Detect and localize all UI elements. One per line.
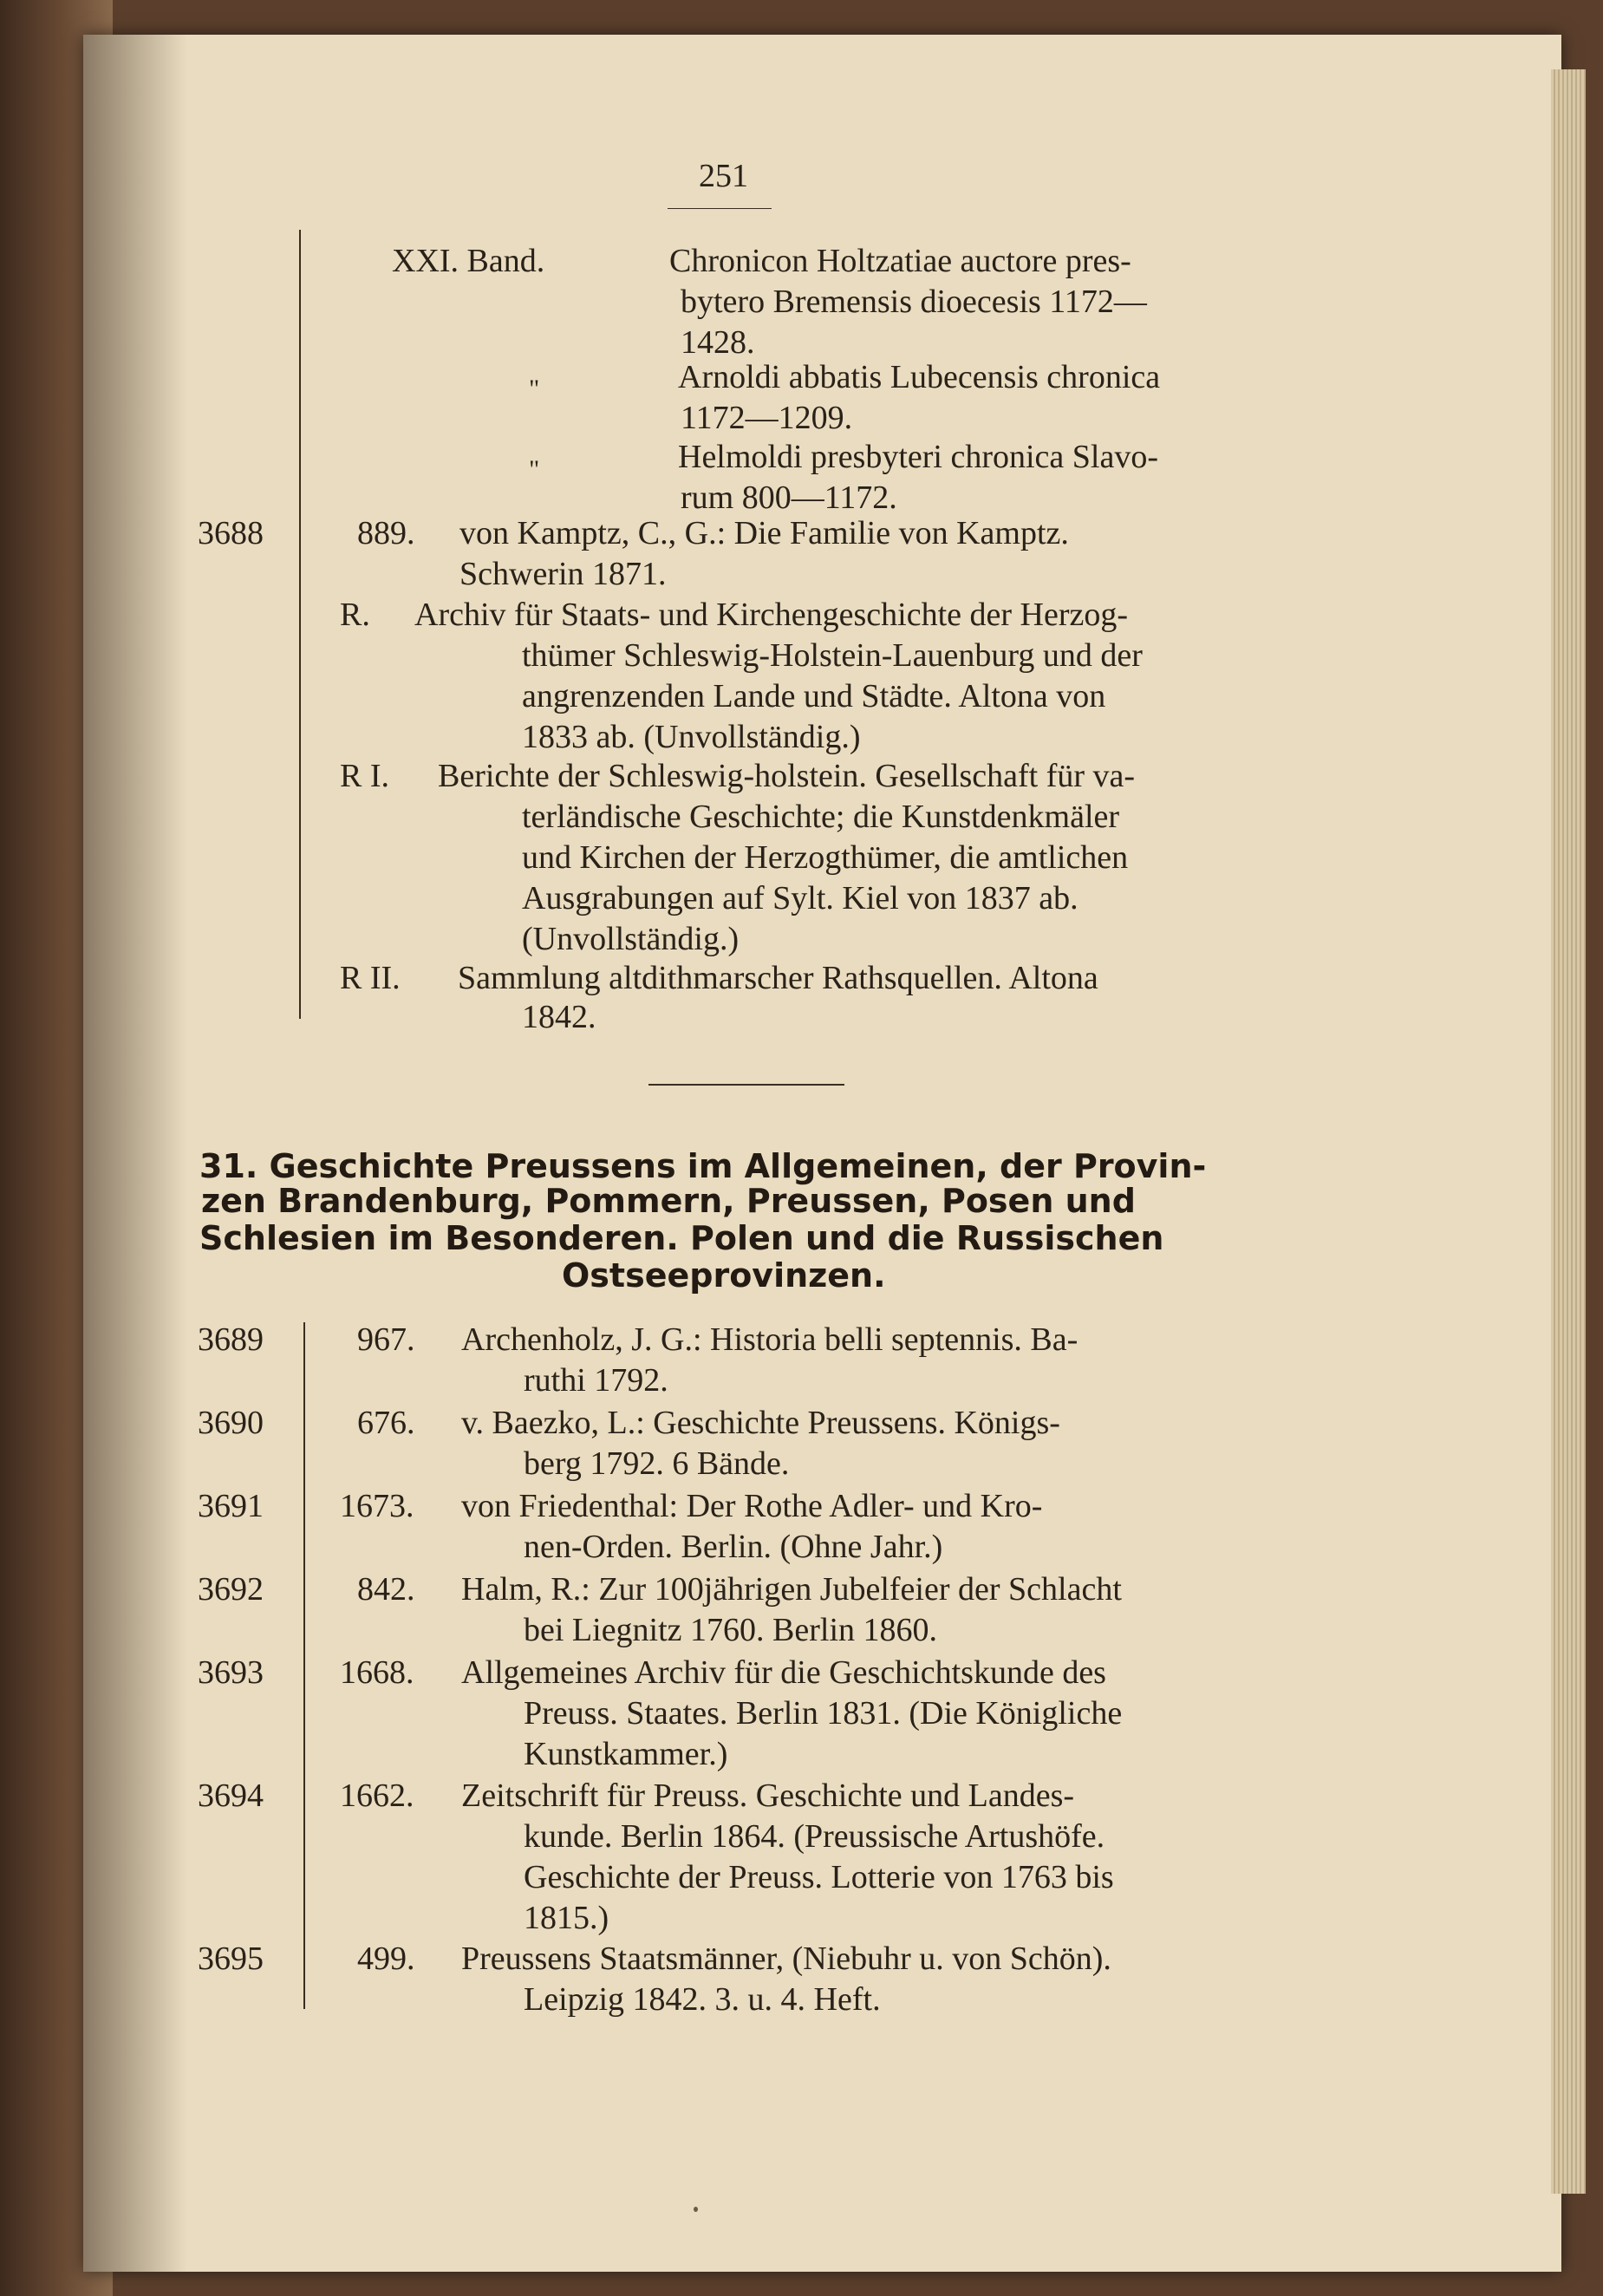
entry-3694-line1: Zeitschrift für Preuss. Geschichte und Landes- — [461, 1777, 1075, 1814]
arnoldi-line2: 1172—1209. — [681, 400, 853, 436]
entry-3694-number: 3694 — [198, 1777, 264, 1814]
sub-entry-r-line4: 1833 ab. (Unvollständig.) — [522, 719, 861, 755]
section-heading-line1: 31. Geschichte Preussens im Allgemeinen, der Provin- — [199, 1147, 1207, 1185]
arnoldi-line1: Arnoldi abbatis Lubecensis chronica — [678, 359, 1161, 395]
entry-3688-line1: von Kamptz, C., G.: Die Familie von Kamptz. — [459, 515, 1069, 551]
entry-3694-ref: 1662. — [340, 1777, 414, 1814]
entry-3689-ref: 967. — [357, 1321, 415, 1358]
entry-3694-line2: kunde. Berlin 1864. (Preussische Artushöfe. — [524, 1818, 1105, 1855]
entry-3689-line1: Archenholz, J. G.: Historia belli septennis. Ba- — [461, 1321, 1078, 1358]
entry-3694-line4: 1815.) — [524, 1900, 609, 1936]
entry-3693-line3: Kunstkammer.) — [524, 1736, 728, 1772]
entry-3695-line1: Preussens Staatsmänner, (Niebuhr u. von Schön). — [461, 1941, 1111, 1977]
page-number-rule — [668, 208, 772, 209]
entry-3690-ref: 676. — [357, 1405, 415, 1441]
chronicon-line1: Chronicon Holtzatiae auctore pres- — [669, 243, 1131, 279]
sub-entry-r-line1: Archiv für Staats- und Kirchengeschichte der Herzog- — [414, 597, 1129, 633]
paper-speck — [694, 2207, 698, 2212]
band-label: XXI. Band. — [392, 243, 545, 279]
column-rule-bottom — [303, 1322, 305, 2009]
entry-3691-ref: 1673. — [340, 1488, 414, 1524]
entry-3688-line2: Schwerin 1871. — [459, 556, 667, 592]
entry-3688-number: 3688 — [198, 515, 264, 551]
sub-entry-r1-line5: (Unvollständig.) — [522, 921, 740, 957]
entry-3690-number: 3690 — [198, 1405, 264, 1441]
sub-entry-r2-line1: Sammlung altdithmarscher Rathsquellen. Altona — [458, 960, 1098, 996]
page-number: 251 — [699, 158, 748, 194]
entry-3692-ref: 842. — [357, 1571, 415, 1608]
entry-3695-ref: 499. — [357, 1941, 415, 1977]
helmoldi-line1: Helmoldi presbyteri chronica Slavo- — [678, 439, 1159, 475]
entry-3692-number: 3692 — [198, 1571, 264, 1608]
entry-3695-number: 3695 — [198, 1941, 264, 1977]
section-heading-line3: Schlesien im Besonderen. Polen und die Russischen — [199, 1219, 1164, 1257]
entry-3694-line3: Geschichte der Preuss. Lotterie von 1763 bis — [524, 1859, 1114, 1895]
page-edges — [1551, 69, 1586, 2194]
section-heading-line2: zen Brandenburg, Pommern, Preussen, Posen und — [201, 1182, 1136, 1220]
sub-entry-r-line3: angrenzenden Lande und Städte. Altona von — [522, 678, 1106, 714]
entry-3691-line2: nen-Orden. Berlin. (Ohne Jahr.) — [524, 1529, 943, 1565]
chronicon-line2: bytero Bremensis dioecesis 1172— — [681, 284, 1147, 320]
sub-entry-r-line2: thümer Schleswig-Holstein-Lauenburg und der — [522, 637, 1143, 674]
entry-3692-line2: bei Liegnitz 1760. Berlin 1860. — [524, 1612, 938, 1648]
chronicon-line3: 1428. — [681, 324, 755, 361]
column-rule-top — [299, 230, 301, 1019]
entry-3695-line2: Leipzig 1842. 3. u. 4. Heft. — [524, 1981, 881, 2018]
sub-entry-r-label: R. — [340, 597, 370, 633]
entry-3693-ref: 1668. — [340, 1654, 414, 1691]
entry-3690-line2: berg 1792. 6 Bände. — [524, 1445, 790, 1482]
entry-3692-line1: Halm, R.: Zur 100jährigen Jubelfeier der Schlacht — [461, 1571, 1122, 1608]
sub-entry-r1-line1: Berichte der Schleswig-holstein. Gesellschaft für va- — [438, 758, 1136, 794]
entry-3690-line1: v. Baezko, L.: Geschichte Preussens. Königs- — [461, 1405, 1060, 1441]
entry-3693-line1: Allgemeines Archiv für die Geschichtskunde des — [461, 1654, 1106, 1691]
ditto-mark-2: " — [529, 455, 540, 484]
entry-3688-ref: 889. — [357, 515, 415, 551]
section-heading-line4: Ostseeprovinzen. — [562, 1256, 886, 1295]
spine-shadow — [83, 35, 187, 2272]
entry-3691-line1: von Friedenthal: Der Rothe Adler- und Kro- — [461, 1488, 1043, 1524]
entry-3693-number: 3693 — [198, 1654, 264, 1691]
helmoldi-line2: rum 800—1172. — [681, 479, 897, 516]
sub-entry-r1-label: R I. — [340, 758, 389, 794]
entry-3691-number: 3691 — [198, 1488, 264, 1524]
entry-3689-number: 3689 — [198, 1321, 264, 1358]
sub-entry-r2-label: R II. — [340, 960, 401, 996]
sub-entry-r1-line2: terländische Geschichte; die Kunstdenkmäler — [522, 799, 1120, 835]
sub-entry-r2-line2: 1842. — [522, 999, 596, 1035]
entry-3689-line2: ruthi 1792. — [524, 1362, 668, 1399]
sub-entry-r1-line3: und Kirchen der Herzogthümer, die amtlichen — [522, 839, 1129, 876]
sub-entry-r1-line4: Ausgrabungen auf Sylt. Kiel von 1837 ab. — [522, 880, 1078, 916]
ditto-mark-1: " — [529, 375, 540, 403]
entry-3693-line2: Preuss. Staates. Berlin 1831. (Die Königliche — [524, 1695, 1123, 1732]
section-separator — [648, 1084, 844, 1086]
